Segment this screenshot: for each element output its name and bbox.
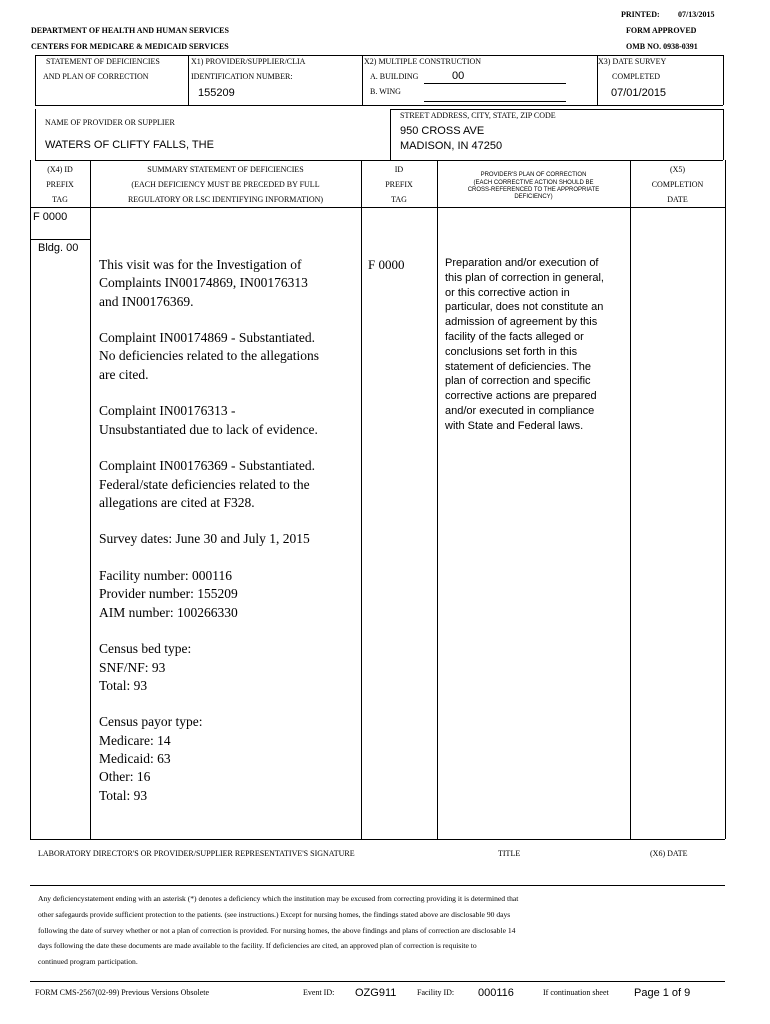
summary-line: Other: 16	[99, 769, 151, 785]
plan-line: Preparation and/or execution of	[445, 257, 599, 269]
summary-line	[99, 695, 319, 713]
summary-line: are cited.	[99, 366, 149, 382]
summary-line: Unsubstantiated due to lack of evidence.	[99, 421, 318, 437]
summary-line: Medicare: 14	[99, 732, 171, 748]
x4-tag-header: TAG	[52, 195, 68, 204]
survey-completed-date: 07/01/2015	[611, 87, 667, 99]
summary-header-2: (EACH DEFICIENCY MUST BE PRECEDED BY FULL	[131, 180, 320, 189]
summary-line: Complaint IN00174869 - Substantiated.	[99, 330, 315, 346]
summary-line: and IN00176369.	[99, 293, 194, 309]
plan-line: particular, does not constitute an	[445, 301, 604, 314]
summary-line: No deficiencies related to the allegations	[99, 348, 320, 364]
x1-label: X1) PROVIDER/SUPPLIER/CLIA	[191, 57, 306, 66]
continuation-label: If continuation sheet	[543, 988, 609, 997]
printed-label: PRINTED:	[621, 10, 660, 19]
deficiency-tag-left: F 0000	[33, 211, 68, 223]
plan-line: this plan of correction in general,	[445, 271, 604, 284]
plan-line: admission of agreement by this	[445, 316, 598, 329]
building-tag: Bldg. 00	[38, 242, 79, 254]
summary-header-3: REGULATORY OR LSC IDENTIFYING INFORMATION)	[127, 195, 324, 204]
provider-name-label: NAME OF PROVIDER OR SUPPLIER	[45, 118, 175, 127]
summary-line: This visit was for the Investigation of	[99, 257, 302, 272]
plan-line: conclusions set forth in this	[445, 345, 578, 358]
plan-line: plan of correction and specific	[445, 375, 591, 388]
plan-header-1: PROVIDER'S PLAN OF CORRECTION	[480, 172, 587, 178]
x6-date-label: (X6) DATE	[650, 849, 688, 858]
title-label: TITLE	[498, 849, 521, 858]
summary-line	[99, 384, 319, 402]
event-id-label: Event ID:	[303, 988, 335, 997]
address-line-1: 950 CROSS AVE	[400, 125, 485, 137]
disclaimer-line: days following the date these documents are made available to the facility. If deficiencies are cited, an approved plan of correction is requisite to	[38, 941, 477, 951]
building-value: 00	[452, 70, 465, 82]
plan-header-3: CROSS-REFERENCED TO THE APPROPRIATE	[467, 187, 600, 193]
x3-label: X3) DATE SURVEY	[598, 57, 667, 66]
plan-of-correction	[445, 256, 604, 434]
summary-line: Complaints IN00174869, IN00176313	[99, 275, 308, 291]
plan-line: facility of the facts alleged or	[445, 330, 584, 343]
printed-date: 07/13/2015	[678, 10, 715, 19]
address-line-2: MADISON, IN 47250	[400, 140, 503, 152]
summary-line: Complaint IN00176313 -	[99, 403, 236, 419]
summary-line: allegations are cited at F328.	[99, 494, 255, 510]
summary-line: AIM number: 100266330	[99, 604, 238, 620]
plan-line: corrective actions are prepared	[445, 390, 597, 403]
disclaimer-line: Any deficiencystatement ending with an asterisk (*) denotes a deficiency which the institution may be excused from correcting providing it is determined that	[38, 894, 519, 903]
summary-line: SNF/NF: 93	[99, 659, 166, 675]
page-number: Page 1 of 9	[634, 987, 691, 999]
omb-number: OMB NO. 0938-0391	[626, 42, 698, 51]
summary-line: Provider number: 155209	[99, 586, 238, 602]
provider-id-value: 155209	[198, 87, 235, 99]
date-header: DATE	[667, 195, 688, 204]
summary-line: Survey dates: June 30 and July 1, 2015	[99, 531, 310, 547]
centers-heading: CENTERS FOR MEDICARE & MEDICAID SERVICES	[31, 42, 229, 51]
summary-line: Facility number: 000116	[99, 568, 232, 584]
summary-line: Total: 93	[99, 677, 148, 693]
wing-label: B. WING	[370, 87, 401, 96]
summary-header-1: SUMMARY STATEMENT OF DEFICIENCIES	[147, 165, 304, 174]
summary-line	[99, 622, 319, 640]
plan-header-4: DEFICIENCY)	[514, 194, 553, 200]
summary-line	[99, 439, 319, 457]
x2-label: X2) MULTIPLE CONSTRUCTION	[364, 57, 482, 66]
form-number: FORM CMS-2567(02-99) Previous Versions Obsolete	[35, 988, 210, 997]
summary-line: Census bed type:	[99, 641, 192, 657]
plan-of-correction-label: AND PLAN OF CORRECTION	[43, 72, 149, 81]
summary-line: Medicaid: 63	[99, 751, 171, 767]
x5-header: (X5)	[669, 165, 686, 174]
summary-line	[99, 549, 319, 567]
street-address-label: STREET ADDRESS, CITY, STATE, ZIP CODE	[400, 111, 556, 120]
disclaimer-line: other safegaurds provide sufficient protection to the patients. (see instructions.) Except for nursing homes, the findings stated above are disclosable 90 days	[38, 909, 511, 919]
department-heading: DEPARTMENT OF HEALTH AND HUMAN SERVICES	[31, 26, 229, 35]
plan-line: or this corrective action in	[445, 286, 570, 299]
summary-line: Federal/state deficiencies related to the	[99, 476, 310, 492]
form-approved: FORM APPROVED	[626, 26, 697, 35]
identification-number-label: IDENTIFICATION NUMBER:	[191, 72, 293, 81]
summary-line: Total: 93	[99, 787, 148, 803]
event-id-value: OZG911	[355, 987, 397, 999]
signature-label: LABORATORY DIRECTOR'S OR PROVIDER/SUPPLIER REPRESENTATIVE'S SIGNATURE	[38, 849, 355, 858]
facility-id-value: 000116	[478, 987, 514, 999]
disclaimer	[38, 891, 518, 970]
plan-line: and/or executed in compliance	[445, 404, 595, 417]
x4-prefix-header: PREFIX	[46, 180, 74, 189]
summary-line: Complaint IN00176369 - Substantiated.	[99, 458, 315, 474]
prefix-header: PREFIX	[385, 180, 413, 189]
summary-line	[99, 512, 319, 530]
facility-id-label: Facility ID:	[417, 988, 455, 997]
plan-header-2: (EACH CORRECTIVE ACTION SHOULD BE	[473, 180, 594, 186]
id-header: ID	[394, 165, 404, 174]
statement-label: STATEMENT OF DEFICIENCIES	[46, 57, 160, 66]
completion-header: COMPLETION	[651, 180, 704, 189]
deficiency-tag-right: F 0000	[368, 257, 405, 272]
disclaimer-line: continued program participation.	[38, 957, 138, 967]
building-label: A. BUILDING	[370, 72, 419, 81]
provider-name-value: WATERS OF CLIFTY FALLS, THE	[45, 139, 214, 151]
disclaimer-line: following the date of survey whether or not a plan of correction is provided. For nursing homes, the above findings and plans of correction are disclosable 14	[38, 925, 516, 935]
summary-statement	[99, 256, 319, 805]
summary-line: Census payor type:	[99, 714, 203, 730]
summary-line	[99, 311, 319, 329]
completed-label: COMPLETED	[612, 72, 660, 81]
plan-line: statement of deficiencies. The	[445, 360, 591, 373]
plan-line: with State and Federal laws.	[445, 419, 584, 432]
x4-id-header: (X4) ID	[47, 165, 73, 174]
tag-header: TAG	[391, 195, 407, 204]
